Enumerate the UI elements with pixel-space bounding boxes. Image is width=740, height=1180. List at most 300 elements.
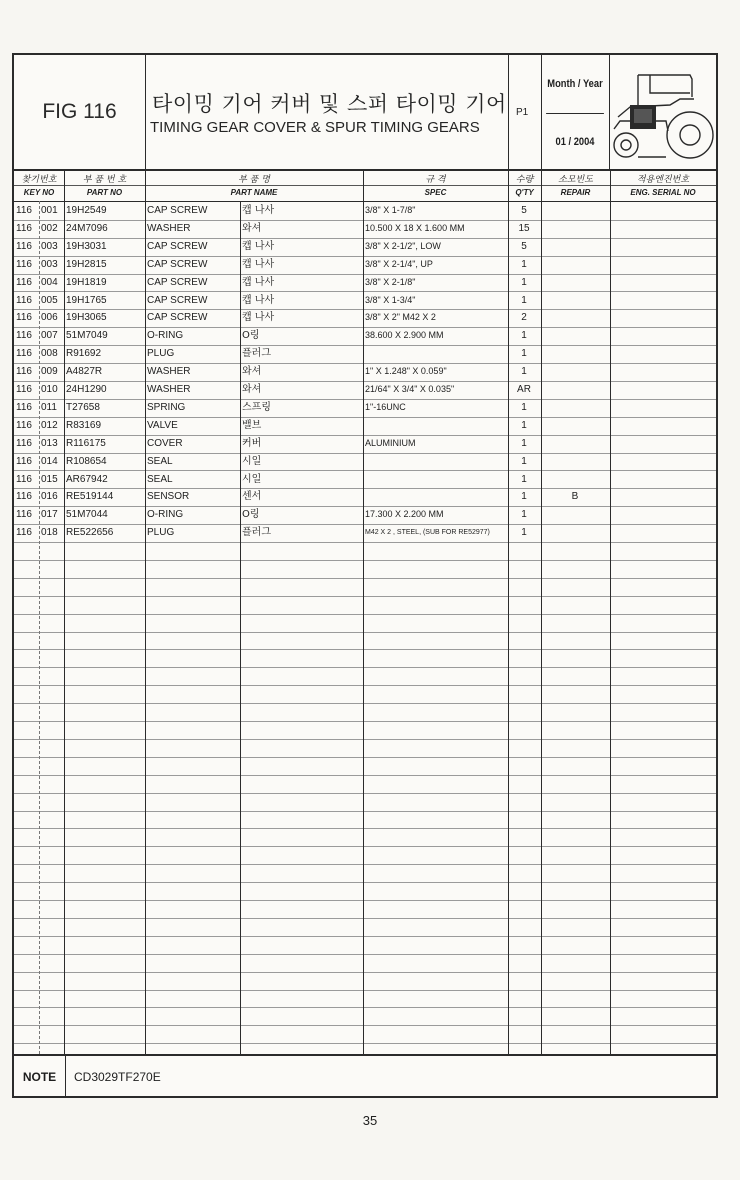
key-no-cell: 014 — [41, 455, 58, 467]
part-name-cell: CAP SCREW — [147, 276, 208, 288]
part-name-ko-cell: 시일 — [242, 473, 262, 485]
part-no-cell: 51M7049 — [66, 330, 108, 342]
spec-cell — [363, 757, 508, 775]
qty-cell: 1 — [521, 473, 527, 485]
repair-cell — [541, 220, 609, 238]
fig-cell: 116 — [16, 473, 32, 485]
part-name-cell — [145, 793, 240, 811]
key-no-cell — [39, 811, 64, 829]
part-name-ko-cell: 시일 — [242, 455, 262, 467]
spec-cell: 3/8" X 2-1/8" — [365, 276, 416, 287]
part-name-ko-cell: 와셔 — [242, 222, 262, 234]
key-no-cell: 013 — [41, 437, 58, 449]
eng-serial-cell — [610, 775, 716, 793]
part-no-cell — [64, 757, 144, 775]
part-name-cell: SENSOR — [147, 491, 190, 503]
col-key-no: 찾기번호 KEY NO — [14, 169, 64, 201]
eng-serial-cell — [610, 667, 716, 685]
qty-cell — [508, 632, 540, 650]
eng-serial-cell — [610, 739, 716, 757]
part-name-ko-cell: 스프링 — [242, 401, 271, 413]
part-name-ko-cell — [240, 739, 362, 757]
title-block — [146, 55, 508, 169]
spec-cell — [363, 1008, 508, 1026]
part-no-cell — [64, 882, 144, 900]
part-no-cell — [64, 918, 144, 936]
eng-serial-cell — [610, 793, 716, 811]
spec-cell — [363, 471, 508, 489]
part-name-ko-cell — [240, 846, 362, 864]
part-no-cell: R83169 — [66, 419, 102, 431]
part-name-ko-cell: 와셔 — [242, 384, 262, 395]
fig-cell: 116 — [16, 276, 32, 288]
part-name-ko-cell — [240, 936, 362, 954]
part-name-cell — [145, 721, 240, 739]
part-name-cell: COVER — [147, 437, 183, 449]
part-name-ko-cell: 캡 나사 — [242, 240, 275, 252]
spec-cell: 1"-16UNC — [365, 401, 406, 412]
eng-serial-cell — [610, 864, 716, 882]
figure-number: FIG 116 — [14, 55, 146, 169]
part-name-ko-cell — [240, 882, 362, 900]
key-no-cell — [39, 775, 64, 793]
repair-cell — [541, 972, 609, 990]
qty-cell: 1 — [521, 527, 527, 539]
spec-cell: 38.600 X 2.900 MM — [365, 330, 444, 341]
qty-cell: 1 — [521, 437, 527, 449]
eng-serial-cell — [610, 685, 716, 703]
eng-serial-cell — [610, 632, 716, 650]
repair-cell — [541, 381, 609, 399]
part-name-ko-cell — [240, 900, 362, 918]
part-name-cell: SPRING — [147, 401, 186, 413]
eng-serial-cell — [610, 220, 716, 238]
repair-cell — [541, 524, 609, 542]
fig-cell — [14, 632, 39, 650]
page-ref-cell — [508, 55, 542, 169]
repair-cell — [541, 292, 609, 310]
key-no-cell — [39, 685, 64, 703]
qty-cell — [508, 739, 540, 757]
qty-cell: 1 — [521, 401, 527, 413]
qty-cell — [508, 596, 540, 614]
part-no-cell — [64, 1025, 144, 1043]
spec-cell — [363, 667, 508, 685]
spec-cell: 3/8" X 2-1/2", LOW — [365, 240, 441, 251]
qty-cell — [508, 614, 540, 632]
spec-cell — [363, 864, 508, 882]
eng-serial-cell — [610, 506, 716, 524]
key-no-cell: 011 — [41, 401, 57, 413]
key-no-cell — [39, 614, 64, 632]
repair-cell — [541, 453, 609, 471]
qty-cell — [508, 936, 540, 954]
repair-cell — [541, 954, 609, 972]
key-no-cell: 015 — [41, 473, 58, 485]
fig-cell — [14, 882, 39, 900]
repair-cell — [541, 829, 609, 847]
spec-cell — [363, 882, 508, 900]
repair-cell — [541, 793, 609, 811]
spec-cell: 17.300 X 2.200 MM — [365, 509, 444, 520]
part-name-cell — [145, 578, 240, 596]
eng-serial-cell — [610, 703, 716, 721]
fig-cell — [14, 900, 39, 918]
repair-cell — [541, 721, 609, 739]
eng-serial-cell — [610, 238, 716, 256]
column-divider — [610, 169, 611, 1054]
fig-cell — [14, 793, 39, 811]
part-name-cell — [145, 954, 240, 972]
key-no-cell — [39, 846, 64, 864]
eng-serial-cell — [610, 435, 716, 453]
column-divider — [145, 169, 146, 1054]
spec-cell — [363, 990, 508, 1008]
part-name-cell: CAP SCREW — [147, 294, 208, 306]
spec-cell — [363, 650, 508, 668]
qty-cell — [508, 775, 540, 793]
part-no-cell — [64, 667, 144, 685]
part-name-cell — [145, 650, 240, 668]
column-divider — [508, 169, 509, 1054]
fig-cell — [14, 936, 39, 954]
repair-cell — [541, 363, 609, 381]
part-name-ko-cell — [240, 990, 362, 1008]
title-english: TIMING GEAR COVER & SPUR TIMING GEARS — [150, 119, 480, 136]
key-no-cell — [39, 900, 64, 918]
fig-cell — [14, 703, 39, 721]
spec-cell — [363, 685, 508, 703]
note-value: CD3029TF270E — [74, 1070, 161, 1084]
repair-cell — [541, 327, 609, 345]
eng-serial-cell — [610, 846, 716, 864]
col-eng-serial: 적용엔진번호 ENG. SERIAL NO — [610, 169, 716, 201]
page-ref: P1 — [516, 107, 529, 118]
part-name-cell — [145, 739, 240, 757]
eng-serial-cell — [610, 542, 716, 560]
fig-cell: 116 — [16, 258, 32, 270]
key-no-cell: 010 — [41, 384, 58, 395]
part-name-cell: SEAL — [147, 473, 173, 485]
eng-serial-cell — [610, 596, 716, 614]
qty-cell — [508, 542, 540, 560]
spec-cell: ALUMINIUM — [365, 437, 416, 448]
qty-cell — [508, 882, 540, 900]
qty-cell — [508, 703, 540, 721]
spec-cell — [363, 811, 508, 829]
qty-cell — [508, 811, 540, 829]
part-name-cell: VALVE — [147, 419, 178, 431]
repair-cell — [541, 846, 609, 864]
fig-cell — [14, 667, 39, 685]
part-no-cell — [64, 936, 144, 954]
repair-cell — [541, 650, 609, 668]
part-name-ko-cell: O링 — [242, 330, 260, 342]
qty-cell — [508, 685, 540, 703]
part-name-ko-cell — [240, 542, 362, 560]
eng-serial-cell — [610, 1025, 716, 1043]
part-name-cell — [145, 918, 240, 936]
part-name-ko-cell: 플러그 — [242, 348, 271, 360]
key-no-cell — [39, 936, 64, 954]
tractor-icon — [610, 57, 716, 167]
spec-cell — [363, 417, 508, 435]
part-name-cell — [145, 703, 240, 721]
fig-cell — [14, 542, 39, 560]
part-name-cell — [145, 632, 240, 650]
repair-cell — [541, 775, 609, 793]
fig-cell — [14, 972, 39, 990]
fig-cell — [14, 757, 39, 775]
part-no-cell — [64, 829, 144, 847]
eng-serial-cell — [610, 1008, 716, 1026]
spec-cell — [363, 900, 508, 918]
qty-cell — [508, 864, 540, 882]
spec-cell — [363, 954, 508, 972]
part-name-ko-cell — [240, 1008, 362, 1026]
qty-cell — [508, 1008, 540, 1026]
repair-cell — [541, 739, 609, 757]
part-no-cell — [64, 596, 144, 614]
part-no-cell — [64, 685, 144, 703]
spec-cell — [363, 703, 508, 721]
part-no-cell — [64, 775, 144, 793]
part-name-ko-cell — [240, 918, 362, 936]
qty-cell — [508, 954, 540, 972]
fig-cell — [14, 596, 39, 614]
qty-cell: 2 — [521, 312, 527, 324]
eng-serial-cell — [610, 256, 716, 274]
qty-cell: 15 — [518, 222, 530, 234]
eng-serial-cell — [610, 560, 716, 578]
part-name-ko-cell — [240, 685, 362, 703]
part-no-cell — [64, 972, 144, 990]
part-no-cell — [64, 1008, 144, 1026]
part-name-ko-cell: 커버 — [242, 437, 262, 449]
repair-cell — [541, 471, 609, 489]
fig-cell — [14, 775, 39, 793]
eng-serial-cell — [610, 918, 716, 936]
qty-cell — [508, 721, 540, 739]
eng-serial-cell — [610, 309, 716, 327]
fig-cell: 116 — [16, 455, 32, 467]
key-no-cell — [39, 560, 64, 578]
part-name-cell: CAP SCREW — [147, 205, 208, 216]
part-name-ko-cell — [240, 578, 362, 596]
spec-cell: M42 X 2 , STEEL, (SUB FOR RE52977) — [365, 529, 490, 537]
part-no-cell — [64, 793, 144, 811]
spec-cell — [363, 793, 508, 811]
spec-cell: 10.500 X 18 X 1.600 MM — [365, 222, 465, 233]
month-year-cell — [541, 55, 610, 169]
part-name-cell — [145, 900, 240, 918]
repair-cell — [541, 596, 609, 614]
fig-cell: 116 — [16, 527, 32, 539]
qty-cell — [508, 578, 540, 596]
part-no-cell — [64, 990, 144, 1008]
part-no-cell: AR67942 — [66, 473, 108, 485]
repair-cell — [541, 703, 609, 721]
qty-cell: 1 — [521, 491, 527, 503]
fig-cell: 116 — [16, 330, 32, 342]
spec-cell — [363, 1025, 508, 1043]
spec-cell — [363, 488, 508, 506]
fig-cell — [14, 650, 39, 668]
repair-cell — [541, 506, 609, 524]
part-name-ko-cell — [240, 793, 362, 811]
qty-cell: 5 — [521, 205, 527, 216]
fig-cell — [14, 954, 39, 972]
key-no-cell — [39, 542, 64, 560]
key-no-cell — [39, 864, 64, 882]
key-no-cell — [39, 578, 64, 596]
key-no-cell: 016 — [41, 491, 58, 503]
part-name-ko-cell — [240, 757, 362, 775]
part-name-cell — [145, 864, 240, 882]
fig-cell — [14, 811, 39, 829]
fig-cell — [14, 1008, 39, 1026]
part-name-cell: CAP SCREW — [147, 258, 208, 270]
fig-cell: 116 — [16, 419, 32, 431]
qty-cell: 1 — [521, 294, 527, 306]
part-no-cell — [64, 864, 144, 882]
repair-cell — [541, 685, 609, 703]
key-no-cell: 004 — [41, 276, 58, 288]
part-name-ko-cell — [240, 1025, 362, 1043]
key-no-cell: 012 — [41, 419, 58, 431]
part-name-cell — [145, 560, 240, 578]
part-name-ko-cell: 캡 나사 — [242, 294, 275, 306]
eng-serial-cell — [610, 900, 716, 918]
part-name-ko-cell: 플러그 — [242, 527, 271, 539]
repair-cell — [541, 667, 609, 685]
qty-cell: AR — [517, 384, 531, 395]
repair-cell — [541, 757, 609, 775]
fig-cell: 116 — [16, 294, 32, 306]
part-name-cell: WASHER — [147, 366, 191, 378]
part-name-ko-cell — [240, 703, 362, 721]
repair-cell — [541, 309, 609, 327]
note-label: NOTE — [14, 1056, 66, 1098]
spec-cell — [363, 972, 508, 990]
eng-serial-cell — [610, 363, 716, 381]
month-year-label: Month / Year — [546, 55, 604, 114]
key-no-cell — [39, 918, 64, 936]
part-no-cell: 51M7044 — [66, 509, 108, 521]
fig-cell — [14, 685, 39, 703]
repair-cell — [541, 918, 609, 936]
spec-cell — [363, 918, 508, 936]
part-name-ko-cell — [240, 650, 362, 668]
repair-cell — [541, 1008, 609, 1026]
spec-cell — [363, 345, 508, 363]
qty-cell — [508, 650, 540, 668]
repair-cell: B — [571, 491, 579, 503]
part-name-cell: WASHER — [147, 384, 191, 395]
eng-serial-cell — [610, 453, 716, 471]
key-no-cell — [39, 703, 64, 721]
eng-serial-cell — [610, 327, 716, 345]
eng-serial-cell — [610, 202, 716, 220]
part-name-cell — [145, 1025, 240, 1043]
part-name-ko-cell — [240, 721, 362, 739]
key-no-cell: 007 — [41, 330, 58, 342]
part-name-cell: SEAL — [147, 455, 173, 467]
part-no-cell: 19H1765 — [66, 294, 107, 306]
eng-serial-cell — [610, 471, 716, 489]
spec-cell — [363, 739, 508, 757]
qty-cell: 1 — [521, 258, 527, 270]
eng-serial-cell — [610, 990, 716, 1008]
parts-catalog-page — [12, 53, 718, 1098]
part-name-ko-cell: 밸브 — [242, 419, 262, 431]
part-no-cell — [64, 811, 144, 829]
part-name-ko-cell: 와셔 — [242, 366, 262, 378]
col-spec: 규 격 SPEC — [363, 169, 508, 201]
fig-cell: 116 — [16, 401, 32, 413]
page-number: 35 — [362, 1113, 378, 1128]
part-no-cell — [64, 614, 144, 632]
part-no-cell: 19H3065 — [66, 312, 107, 324]
repair-cell — [541, 632, 609, 650]
part-name-cell — [145, 685, 240, 703]
col-qty: 수량 Q'TY — [508, 169, 541, 201]
part-name-cell: PLUG — [147, 527, 175, 539]
key-no-cell — [39, 632, 64, 650]
spec-cell — [363, 542, 508, 560]
part-name-cell — [145, 882, 240, 900]
issue-date: 01 / 2004 — [555, 135, 595, 148]
key-no-cell — [39, 650, 64, 668]
eng-serial-cell — [610, 524, 716, 542]
part-no-cell: R91692 — [66, 348, 102, 360]
part-no-cell — [64, 739, 144, 757]
col-part-no: 부 품 번 호 PART NO — [64, 169, 145, 201]
qty-cell — [508, 918, 540, 936]
part-name-ko-cell — [240, 632, 362, 650]
part-no-cell: 19H3031 — [66, 240, 107, 252]
key-no-cell — [39, 990, 64, 1008]
repair-cell — [541, 900, 609, 918]
key-no-cell — [39, 721, 64, 739]
part-name-ko-cell — [240, 811, 362, 829]
spec-cell — [363, 632, 508, 650]
fig-cell — [14, 918, 39, 936]
key-no-cell — [39, 596, 64, 614]
part-name-cell: O-RING — [147, 330, 184, 342]
repair-cell — [541, 399, 609, 417]
qty-cell: 1 — [521, 330, 527, 342]
part-no-cell: R108654 — [66, 455, 107, 467]
part-name-cell — [145, 614, 240, 632]
part-name-cell — [145, 1008, 240, 1026]
eng-serial-cell — [610, 954, 716, 972]
part-no-cell — [64, 578, 144, 596]
part-no-cell: 19H2549 — [66, 205, 107, 216]
part-no-cell — [64, 721, 144, 739]
column-divider — [64, 169, 65, 1054]
eng-serial-cell — [610, 417, 716, 435]
key-no-cell — [39, 954, 64, 972]
repair-cell — [541, 274, 609, 292]
spec-cell — [363, 829, 508, 847]
repair-cell — [541, 542, 609, 560]
qty-cell — [508, 900, 540, 918]
eng-serial-cell — [610, 399, 716, 417]
repair-cell — [541, 811, 609, 829]
column-divider — [541, 169, 542, 1054]
eng-serial-cell — [610, 345, 716, 363]
